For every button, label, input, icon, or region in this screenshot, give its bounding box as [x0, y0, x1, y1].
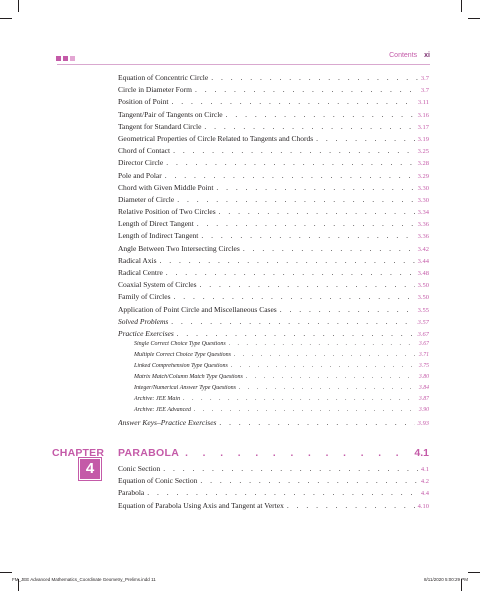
- header-title: Contents: [389, 52, 418, 59]
- toc-entry-page: 3.7: [420, 87, 429, 95]
- header-rule: [57, 64, 430, 65]
- toc-entry[interactable]: [118, 183, 429, 195]
- header-ornament: [56, 56, 75, 61]
- footer-date: 8/11/2020 5:00:29 PM: [424, 577, 468, 582]
- dot-leader: [194, 407, 416, 413]
- toc-entry[interactable]: [118, 146, 429, 158]
- crop-mark: [18, 0, 19, 12]
- toc-entry-page: 3.55: [417, 306, 429, 314]
- toc-entry-page: 3.19: [417, 135, 429, 143]
- dot-leader: [171, 97, 414, 106]
- toc-entry-title: Application of Point Circle and Miscellaneous Cases: [118, 304, 277, 314]
- running-header: [0, 52, 480, 66]
- toc-entry[interactable]: [118, 352, 429, 363]
- dot-leader: [166, 268, 415, 277]
- toc-entry[interactable]: [118, 171, 429, 183]
- toc-entry[interactable]: [118, 244, 429, 256]
- toc-entry[interactable]: [118, 501, 429, 513]
- dot-leader: [177, 329, 415, 338]
- toc-entry-page: 3.75: [418, 363, 429, 370]
- dot-leader: [163, 464, 418, 473]
- toc-entry-title: Practice Exercises: [118, 328, 174, 338]
- toc-entry-page: 3.42: [417, 245, 429, 253]
- dot-leader: [185, 448, 408, 459]
- toc-entry-page: 3.67: [418, 341, 429, 348]
- toc-entry-page: 3.57: [417, 318, 429, 326]
- dot-leader: [147, 488, 418, 497]
- toc-entry-page: 4.10: [417, 502, 429, 510]
- toc-entry-title: Angle Between Two Intersecting Circles: [118, 243, 240, 253]
- toc-entry-title: Diameter of Circle: [118, 194, 175, 204]
- dot-leader: [216, 183, 414, 192]
- dot-leader: [219, 418, 414, 427]
- dot-leader: [173, 146, 415, 155]
- dot-leader: [280, 305, 415, 314]
- toc-entry[interactable]: [118, 363, 429, 374]
- toc-entry[interactable]: [118, 268, 429, 280]
- toc-entry[interactable]: [118, 418, 429, 430]
- toc-entry[interactable]: [118, 207, 429, 219]
- toc-entry-title: Single Correct Choice Type Questions: [134, 341, 226, 348]
- crop-mark: [0, 572, 12, 573]
- toc-entry[interactable]: [118, 219, 429, 231]
- toc-entry[interactable]: [118, 97, 429, 109]
- toc-entry-title: Coaxial System of Circles: [118, 280, 197, 290]
- toc-entry[interactable]: [118, 396, 429, 407]
- dot-leader: [316, 134, 415, 143]
- toc-entry[interactable]: [118, 464, 429, 476]
- toc-entry-title: Multiple Correct Choice Type Questions: [134, 352, 231, 359]
- dot-leader: [165, 171, 415, 180]
- toc-entry-page: 3.50: [417, 294, 429, 302]
- toc-entry[interactable]: [118, 341, 429, 352]
- toc-entry-title: Position of Point: [118, 97, 169, 107]
- toc-entry-title: Equation of Conic Section: [118, 476, 198, 486]
- dot-leader: [226, 110, 415, 119]
- dot-leader: [219, 207, 415, 216]
- toc-entry[interactable]: [118, 329, 429, 341]
- dot-leader: [174, 292, 415, 301]
- toc-entry-page: 3.30: [417, 196, 429, 204]
- chapter-page: 4.1: [414, 447, 429, 459]
- toc-entry-title: Solved Problems: [118, 316, 169, 326]
- toc-entry[interactable]: [118, 385, 429, 396]
- header-page-number: xi: [424, 52, 430, 59]
- toc-entry-title: Chord of Contact: [118, 146, 171, 156]
- toc-entry-page: 3.17: [417, 123, 429, 131]
- toc-entry-page: 3.50: [417, 282, 429, 290]
- toc-entry-page: 3.34: [417, 209, 429, 217]
- chapter-title-row[interactable]: [118, 447, 429, 459]
- dot-leader: [231, 363, 416, 369]
- toc-entry-title: Answer Keys–Practice Exercises: [118, 418, 217, 428]
- dot-leader: [200, 280, 415, 289]
- toc-entry-title: Matrix Match/Column Match Type Questions: [134, 374, 243, 381]
- dot-leader: [211, 73, 418, 82]
- toc-entry-title: Equation of Concentric Circle: [118, 73, 209, 82]
- toc-entry[interactable]: [118, 73, 429, 85]
- toc-entry-page: 4.2: [420, 478, 429, 486]
- toc-entry-page: 3.16: [417, 111, 429, 119]
- toc-entry-page: 3.84: [418, 385, 429, 392]
- dot-leader: [166, 158, 414, 167]
- toc-entry[interactable]: [118, 110, 429, 122]
- toc-entry[interactable]: [118, 158, 429, 170]
- toc-entry-title: Relative Position of Two Circles: [118, 207, 216, 217]
- footer-file: FM_JEE Advanced Mathematics_Coordinate Geometry_Prelims.indd 11: [12, 577, 156, 582]
- toc-entry-page: 3.87: [418, 396, 429, 403]
- toc-entry-page: 3.25: [417, 148, 429, 156]
- dot-leader: [239, 385, 416, 391]
- toc-entry-page: 3.36: [417, 233, 429, 241]
- toc-entry-title: Chord with Given Middle Point: [118, 182, 214, 192]
- toc-entry-page: 3.29: [417, 172, 429, 180]
- crop-mark: [461, 0, 462, 12]
- toc-entry[interactable]: [118, 231, 429, 243]
- toc-entry-title: Integer/Numerical Answer Type Questions: [134, 385, 236, 392]
- toc-entry-title: Parabola: [118, 488, 145, 498]
- dot-leader: [234, 352, 416, 358]
- toc-entry-page: 3.93: [417, 420, 429, 428]
- dot-leader: [229, 341, 416, 347]
- toc-entry[interactable]: [118, 476, 429, 488]
- toc-entry-title: Equation of Parabola Using Axis and Tangent at Vertex: [118, 500, 284, 510]
- dot-leader: [177, 195, 414, 204]
- toc-entry[interactable]: [118, 85, 429, 97]
- toc-entry[interactable]: [118, 280, 429, 292]
- ornament-dot: [56, 56, 61, 61]
- toc-entry-title: Pole and Polar: [118, 170, 162, 180]
- chapter-label: CHAPTER: [52, 447, 105, 459]
- toc-entry-page: 4.4: [420, 490, 429, 498]
- crop-mark: [0, 18, 12, 19]
- crop-mark: [468, 18, 480, 19]
- toc-entry-page: 3.80: [418, 374, 429, 381]
- toc-entry-title: Length of Indirect Tangent: [118, 231, 199, 241]
- toc-entry[interactable]: [118, 305, 429, 317]
- toc-entry[interactable]: [118, 195, 429, 207]
- toc-entry[interactable]: [118, 256, 429, 268]
- toc-entry-page: 3.30: [417, 184, 429, 192]
- dot-leader: [201, 231, 414, 240]
- toc-entry[interactable]: [118, 122, 429, 134]
- toc-entry-page: 3.36: [417, 221, 429, 229]
- ornament-dot: [63, 56, 68, 61]
- dot-leader: [160, 256, 415, 265]
- ornament-dot: [70, 56, 75, 61]
- toc-entry-page: 3.28: [417, 160, 429, 168]
- crop-mark: [468, 572, 480, 573]
- toc-list: [118, 464, 429, 513]
- toc-entry-title: Director Circle: [118, 158, 164, 168]
- toc-entry[interactable]: [118, 134, 429, 146]
- toc-entry-title: Tangent/Pair of Tangents on Circle: [118, 109, 223, 119]
- toc-entry-title: Conic Section: [118, 464, 161, 473]
- dot-leader: [171, 317, 414, 326]
- toc-entry[interactable]: [118, 292, 429, 304]
- toc-list: [118, 73, 429, 430]
- dot-leader: [197, 219, 415, 228]
- toc-entry-page: 3.7: [420, 75, 429, 82]
- header-text: [389, 52, 430, 59]
- dot-leader: [287, 501, 415, 510]
- dot-leader: [200, 476, 418, 485]
- toc-entry[interactable]: [118, 488, 429, 500]
- toc-entry-page: 4.1: [420, 466, 429, 473]
- dot-leader: [246, 374, 416, 380]
- toc-entry-page: 3.44: [417, 257, 429, 265]
- toc-entry-page: 3.67: [417, 330, 429, 338]
- chapter-title: PARABOLA: [118, 447, 180, 459]
- toc-entry-title: Archive: JEE Advanced: [134, 407, 191, 414]
- toc-entry-title: Linked Comprehension Type Questions: [134, 363, 228, 370]
- toc-entry[interactable]: [118, 407, 429, 418]
- toc-entry[interactable]: [118, 317, 429, 329]
- dot-leader: [195, 85, 418, 94]
- toc-entry-title: Radical Axis: [118, 255, 157, 265]
- print-footer: [12, 577, 468, 582]
- toc-entry-title: Radical Centre: [118, 268, 163, 277]
- toc-entry-title: Length of Direct Tangent: [118, 219, 194, 229]
- toc-entry-title: Family of Circles: [118, 292, 171, 302]
- chapter-number-badge: 4: [80, 459, 100, 479]
- toc-entry-page: 3.71: [418, 352, 429, 359]
- dot-leader: [183, 396, 416, 402]
- dot-leader: [204, 122, 414, 131]
- toc-entry-page: 3.90: [418, 407, 429, 414]
- toc-entry-page: 3.48: [417, 270, 429, 277]
- toc-entry-title: Archive: JEE Main: [134, 396, 181, 403]
- dot-leader: [243, 244, 415, 253]
- toc-entry-title: Geometrical Properties of Circle Related to Tangents and Chords: [118, 133, 314, 143]
- toc-entry-title: Circle in Diameter Form: [118, 85, 192, 95]
- toc-entry-page: 3.11: [417, 99, 429, 107]
- toc-entry[interactable]: [118, 374, 429, 385]
- toc-entry-title: Tangent for Standard Circle: [118, 121, 202, 131]
